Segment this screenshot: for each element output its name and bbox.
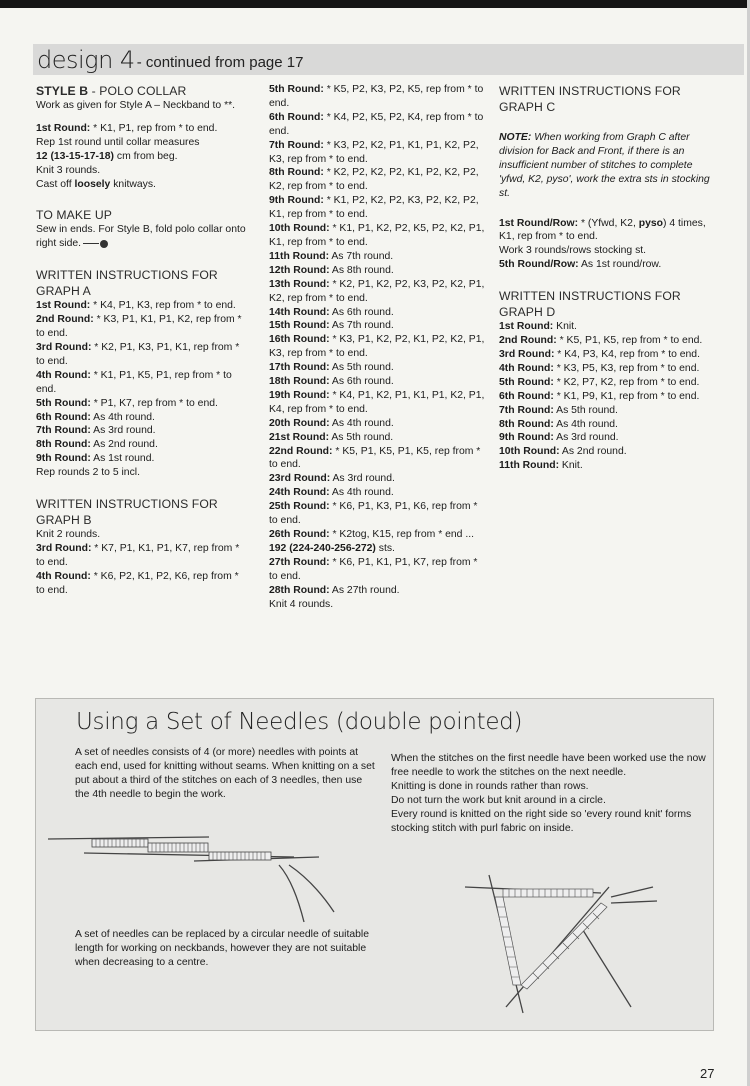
graph-a-round: 1st Round: * K4, P1, K3, rep from * to end. (36, 300, 236, 312)
box-left-text: A set of needles consists of 4 (or more) needles with points at each end, used for knitting without seams. When knitting on a set put about a third of the stitches on each of 3 needles, then use the 4th needle to begin the work. (75, 747, 375, 800)
graph-d-round: 7th Round: As 5th round. (499, 404, 618, 416)
graph-b-round: 21st Round: As 5th round. (269, 431, 394, 443)
column-1 (36, 83, 248, 598)
graph-d-round: 10th Round: As 2nd round. (499, 446, 627, 458)
box-right-para: Every round is knitted on the right side so 'every round knit' forms stocking stitch with purl fabric on inside. (391, 809, 692, 834)
box-bottom-text: A set of needles can be replaced by a circular needle of suitable length for working on neckbands, however they are not suitable when decreasing to a centre. (75, 929, 370, 968)
collar-cast-off: Cast off loosely knitways. (36, 178, 156, 190)
graph-b-round: 12th Round: As 8th round. (269, 264, 394, 276)
make-up-text: Sew in ends. For Style B, fold polo collar onto right side. (36, 224, 246, 250)
header-title: design 4 (37, 46, 135, 74)
column-2 (269, 83, 487, 611)
graph-b-round: 14th Round: As 6th round. (269, 306, 394, 318)
graph-d-heading: WRITTEN INSTRUCTIONS FOR GRAPH D (499, 289, 681, 320)
graph-a-round: 9th Round: As 1st round. (36, 453, 155, 465)
graph-b-round-26: 26th Round: * K2tog, K15, rep from * end ... 192 (224-240-256-272) sts. (269, 529, 475, 554)
graph-a-round: 6th Round: As 4th round. (36, 411, 155, 423)
graph-d-round: 11th Round: Knit. (499, 460, 583, 472)
graph-b-round: 15th Round: As 7th round. (269, 320, 394, 332)
graph-b-round: 3rd Round: * K7, P1, K1, P1, K7, rep from * to end. (36, 542, 240, 568)
graph-a-list (36, 299, 248, 466)
needles-triangle-illustration (461, 867, 661, 1017)
top-edge-bar (0, 0, 750, 8)
box-right-para: When the stitches on the first needle have been worked use the now free needle to work the stitches on the next needle. (391, 753, 706, 778)
knit-4-rounds: Knit 4 rounds. (269, 598, 334, 610)
graph-a-round: 3rd Round: * K2, P1, K3, P1, K1, rep from * to end. (36, 341, 240, 367)
graph-a-round: 4th Round: * K1, P1, K5, P1, rep from * to end. (36, 369, 232, 395)
graph-b-round: 20th Round: As 4th round. (269, 417, 394, 429)
graph-b-round-28: 28th Round: As 27th round. (269, 584, 400, 596)
graph-d-round: 3rd Round: * K4, P3, K4, rep from * to end. (499, 348, 700, 360)
box-right-text (391, 752, 711, 836)
graph-d-round: 5th Round: * K2, P7, K2, rep from * to end. (499, 376, 700, 388)
to-make-up-heading: TO MAKE UP (36, 208, 112, 223)
graph-c-note: NOTE: When working from Graph C after division for Back and Front, if there is an insufficient number of stitches to complete 'yfwd, K2, pyso', work the extra sts in stocking st. (499, 132, 710, 199)
graph-d-round: 6th Round: * K1, P9, K1, rep from * to end. (499, 390, 700, 402)
graph-a-heading: WRITTEN INSTRUCTIONS FOR GRAPH A (36, 268, 218, 299)
graph-d-round: 4th Round: * K3, P5, K3, rep from * to end. (499, 362, 700, 374)
needles-straight-illustration (44, 827, 344, 927)
collar-rep-line: Rep 1st round until collar measures (36, 136, 200, 148)
graph-b-round-27: 27th Round: * K6, P1, K1, P1, K7, rep from * to end. (269, 556, 478, 582)
graph-b-intro: Knit 2 rounds. (36, 529, 101, 541)
yarn-ball-icon (100, 240, 108, 248)
graph-c-round-1: 1st Round/Row: * (Yfwd, K2, pyso) 4 times, K1, rep from * to end. (499, 217, 706, 243)
box-right-para: Do not turn the work but knit around in a circle. (391, 795, 606, 806)
graph-b-round: 5th Round: * K5, P2, K3, P2, K5, rep from * to end. (269, 84, 484, 109)
graph-b-round: 11th Round: As 7th round. (269, 250, 394, 262)
graph-b-round: 6th Round: * K4, P2, K5, P2, K4, rep from * to end. (269, 111, 484, 137)
box-title: Using a Set of Needles (double pointed) (76, 709, 523, 735)
graph-b-round: 22nd Round: * K5, P1, K5, P1, K5, rep from * to end. (269, 445, 481, 471)
needles-info-box (35, 698, 714, 1031)
graph-b-round: 23rd Round: As 3rd round. (269, 473, 395, 485)
graph-b-round: 8th Round: * K2, P2, K2, P2, K1, P2, K2, P2, K2, rep from * to end. (269, 167, 479, 193)
graph-a-round: 5th Round: * P1, K7, rep from * to end. (36, 397, 218, 409)
collar-measure: 12 (13-15-17-18) cm from beg. (36, 150, 178, 162)
graph-a-round: 7th Round: As 3rd round. (36, 425, 156, 437)
graph-b-round: 13th Round: * K2, P1, K2, P2, K3, P2, K2, P1, K2, rep from * to end. (269, 278, 485, 304)
section-header (33, 44, 744, 75)
graph-a-round: 2nd Round: * K3, P1, K1, P1, K2, rep from * to end. (36, 314, 242, 340)
page-number: 27 (700, 1066, 715, 1081)
graph-b-round: 18th Round: As 6th round. (269, 376, 394, 388)
graph-b-round: 19th Round: * K4, P1, K2, P1, K1, P1, K2, P1, K4, rep from * to end. (269, 389, 485, 415)
graph-c-round-5: 5th Round/Row: As 1st round/row. (499, 259, 662, 271)
collar-knit-3: Knit 3 rounds. (36, 164, 101, 176)
graph-a-round: 8th Round: As 2nd round. (36, 439, 158, 451)
graph-b-round: 25th Round: * K6, P1, K3, P1, K6, rep from * to end. (269, 501, 478, 527)
graph-c-work-3: Work 3 rounds/rows stocking st. (499, 245, 647, 257)
graph-a-repeat: Rep rounds 2 to 5 incl. (36, 467, 140, 479)
graph-d-round: 1st Round: Knit. (499, 321, 577, 333)
graph-b-round: 24th Round: As 4th round. (269, 487, 394, 499)
graph-b-round: 9th Round: * K1, P2, K2, P2, K3, P2, K2, P2, K1, rep from * to end. (269, 195, 479, 221)
graph-d-round: 9th Round: As 3rd round. (499, 432, 619, 444)
graph-b-round: 10th Round: * K1, P1, K2, P2, K5, P2, K2, P1, K1, rep from * to end. (269, 223, 485, 248)
graph-b-round: 4th Round: * K6, P2, K1, P2, K6, rep from * to end. (36, 570, 239, 596)
graph-d-round: 2nd Round: * K5, P1, K5, rep from * to end. (499, 335, 703, 347)
collar-round-1: 1st Round: * K1, P1, rep from * to end. (36, 122, 218, 134)
graph-b-continued-list (269, 83, 487, 528)
style-b-intro: Work as given for Style A – Neckband to **. (36, 100, 236, 111)
graph-b-round: 16th Round: * K3, P1, K2, P2, K1, P2, K2, P1, K3, rep from * to end. (269, 334, 485, 360)
graph-b-heading: WRITTEN INSTRUCTIONS FOR GRAPH B (36, 497, 218, 528)
style-b-heading: STYLE B - POLO COLLAR (36, 84, 187, 98)
header-continued: - continued from page 17 (136, 54, 304, 71)
graph-d-round: 8th Round: As 4th round. (499, 418, 618, 430)
graph-b-round: 17th Round: As 5th round. (269, 362, 394, 374)
box-right-para: Knitting is done in rounds rather than rows. (391, 781, 589, 792)
graph-b-round: 7th Round: * K3, P2, K2, P1, K1, P1, K2, P2, K3, rep from * to end. (269, 139, 479, 165)
graph-d-list (499, 320, 711, 473)
graph-c-heading: WRITTEN INSTRUCTIONS FOR GRAPH C (499, 84, 681, 114)
column-3 (499, 83, 711, 473)
